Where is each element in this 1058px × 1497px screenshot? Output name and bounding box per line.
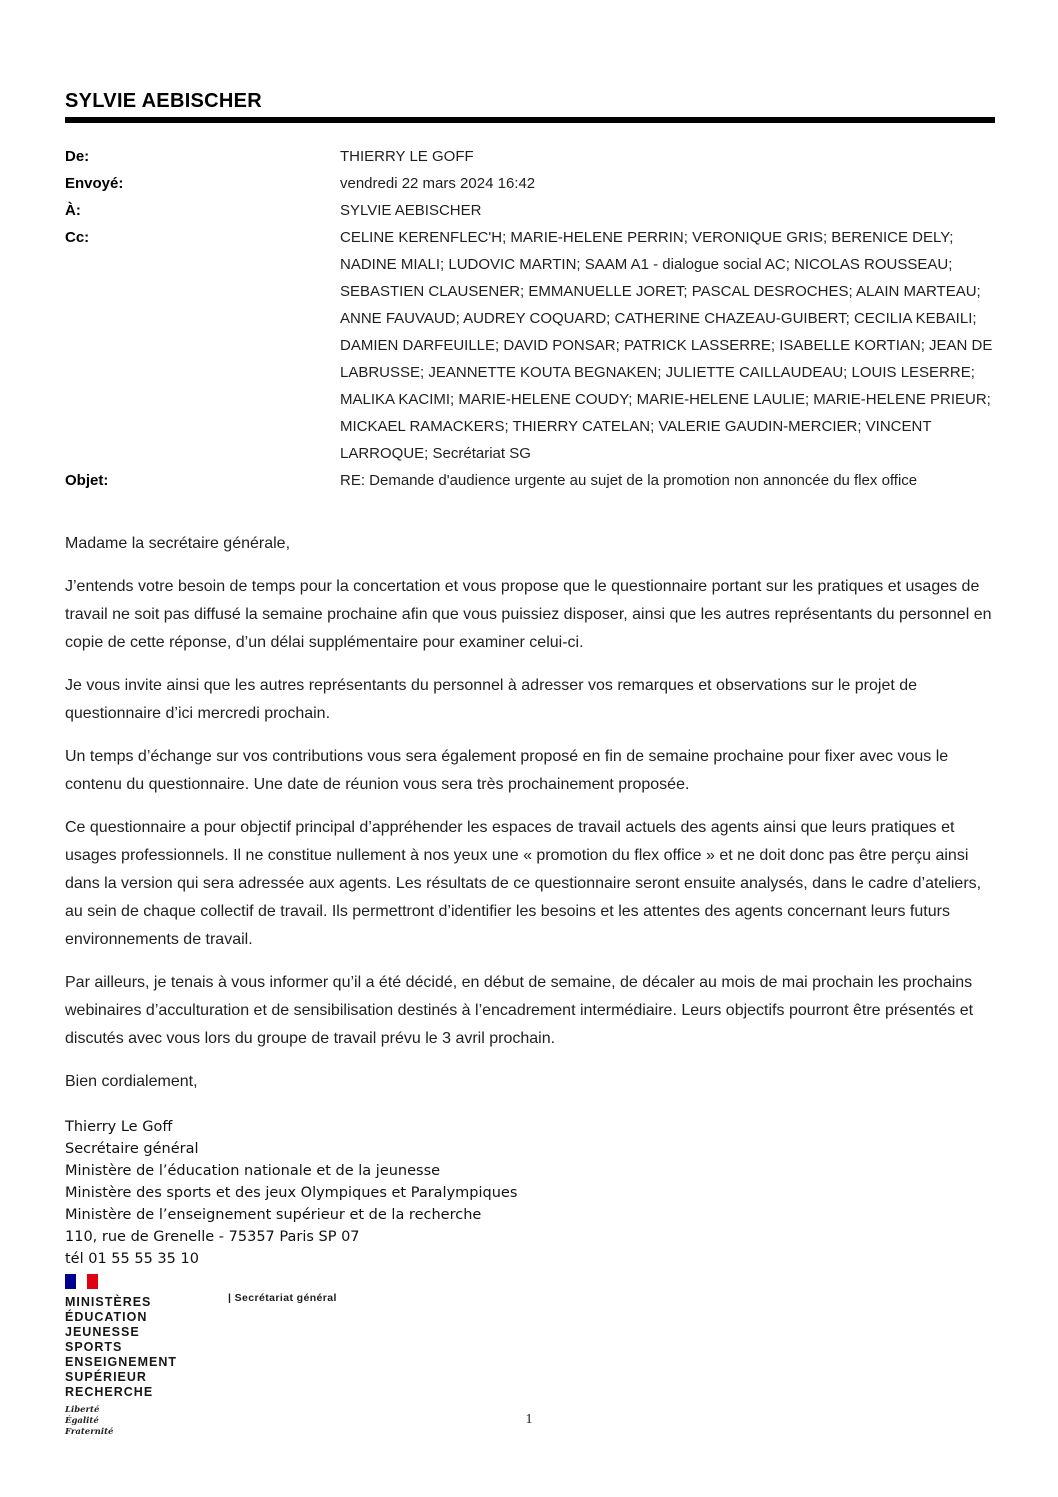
motto-line: Fraternité — [65, 1427, 114, 1437]
to-label: À: — [65, 202, 81, 219]
page-number: 1 — [525, 1412, 533, 1427]
cc-label: Cc: — [65, 229, 90, 246]
signature-line-role: Secrétaire général — [65, 1141, 199, 1157]
ministry-line: ÉDUCATION — [65, 1310, 148, 1324]
cc-value: CELINE KERENFLEC'H; MARIE-HELENE PERRIN; VERONIQUE GRIS; BERENICE DELY; NADINE MIALI; LUDOVIC MARTIN; SAAM A1 - dialogue social AC; NICOLAS ROUSSEAU; SEBASTIEN CLAUSENER; EMMANUELLE JORET; PASCAL DESROCHES; ALAIN MARTEAU; ANNE FAUVAUD; AUDREY COQUARD; CATHERINE CHAZEAU-GUIBERT; CECILIA KEBAILI; DAMIEN DARFEUILLE; DAVID PONSAR; PATRICK LASSERRE; ISABELLE KORTIAN; JEAN DE LABRUSSE; JEANNETTE KOUTA BEGNAKEN; JULIETTE CAILLAUDEAU; LOUIS LESERRE; MALIKA KACIMI; MARIE-HELENE COUDY; MARIE-HELENE LAULIE; MARIE-HELENE PRIEUR; MICKAEL RAMACKERS; THIERRY CATELAN; VALERIE GAUDIN-MERCIER; VINCENT LARROQUE; Secrétariat SG — [340, 229, 993, 462]
to-value: SYLVIE AEBISCHER — [340, 202, 482, 219]
department-label: | Secrétariat général — [228, 1292, 337, 1304]
french-flag-icon — [65, 1274, 98, 1289]
body-paragraph: Ce questionnaire a pour objectif principal d’appréhender les espaces de travail actuels des agents ainsi que leurs pratiques et usages professionnels. Il ne constitue nullement à nos yeux une « promotion du flex office » et ne doit donc pas être perçu ainsi dans la version qui sera adressée aux agents. Les résultats de ce questionnaire seront ensuite analysés, dans le cadre d’ateliers, au sein de chaque collectif de travail. Ils permettront d’identifier les besoins et les attentes des agents concernant leurs futurs environnements de travail. — [65, 819, 982, 948]
ministry-line: SPORTS — [65, 1340, 123, 1354]
signature-line-address: 110, rue de Grenelle - 75357 Paris SP 07 — [65, 1229, 360, 1245]
signature-line: Ministère des sports et des jeux Olympiques et Paralympiques — [65, 1185, 518, 1201]
body-paragraph: Par ailleurs, je tenais à vous informer qu’il a été décidé, en début de semaine, de décaler au mois de mai prochain les prochains webinaires d’acculturation et de sensibilisation destinés à l’encadrement intermédiaire. Leurs objectifs pourront être présentés et discutés avec vous lors du groupe de travail prévu le 3 avril prochain. — [65, 974, 974, 1047]
signature-line: Ministère de l’enseignement supérieur et de la recherche — [65, 1207, 482, 1223]
motto-line: Liberté — [65, 1405, 100, 1415]
subject-value: RE: Demande d'audience urgente au sujet de la promotion non annoncée du flex office — [340, 472, 918, 489]
from-label: De: — [65, 148, 90, 165]
ministry-line: ENSEIGNEMENT — [65, 1355, 178, 1369]
closing: Bien cordialement, — [65, 1073, 198, 1090]
ministry-line: SUPÉRIEUR — [65, 1370, 147, 1384]
body-paragraph: Je vous invite ainsi que les autres représentants du personnel à adresser vos remarques et observations sur le projet de questionnaire d’ici mercredi prochain. — [65, 677, 918, 722]
ministry-logo-text — [65, 1295, 995, 1400]
signature-block — [65, 1116, 995, 1270]
signature-line-phone: tél 01 55 55 35 10 — [65, 1251, 199, 1267]
page-title: SYLVIE AEBISCHER — [65, 90, 995, 123]
sent-label: Envoyé: — [65, 175, 124, 192]
ministry-line: JEUNESSE — [65, 1325, 140, 1339]
subject-label: Objet: — [65, 472, 109, 489]
signature-line-name: Thierry Le Goff — [65, 1119, 173, 1135]
email-header-block — [65, 143, 995, 494]
ministry-logo — [65, 1274, 995, 1437]
from-value: THIERRY LE GOFF — [340, 148, 474, 165]
motto-line: Égalité — [65, 1416, 99, 1426]
body-paragraph: Un temps d’échange sur vos contributions vous sera également proposé en fin de semaine prochaine pour fixer avec vous le contenu du questionnaire. Une date de réunion vous sera très prochainement proposée. — [65, 748, 949, 793]
ministry-line: RECHERCHE — [65, 1385, 154, 1399]
body-paragraph: J’entends votre besoin de temps pour la concertation et vous propose que le questionnaire portant sur les pratiques et usages de travail ne soit pas diffusé la semaine prochaine afin que vous puissiez disposer, ainsi que les autres représentants du personnel en copie de cette réponse, d’un délai supplémentaire pour examiner celui-ci. — [65, 578, 992, 651]
salutation: Madame la secrétaire générale, — [65, 535, 291, 552]
signature-line: Ministère de l’éducation nationale et de la jeunesse — [65, 1163, 441, 1179]
ministry-line: MINISTÈRES — [65, 1295, 152, 1309]
sent-value: vendredi 22 mars 2024 16:42 — [340, 175, 536, 192]
email-body — [65, 530, 995, 1096]
